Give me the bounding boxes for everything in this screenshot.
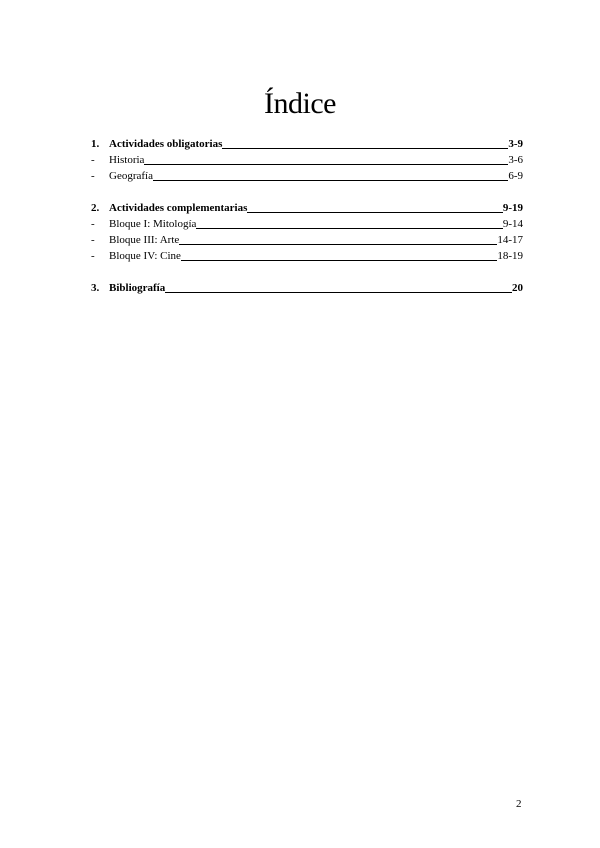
toc-page-range: 20 [512, 282, 523, 294]
toc-leader-line [153, 179, 508, 181]
toc-heading[interactable] [91, 200, 523, 216]
toc-page-range: 3-9 [508, 138, 523, 150]
toc-marker: 3. [91, 282, 100, 294]
toc-item[interactable] [91, 216, 523, 232]
toc-label: Bibliografía [109, 282, 166, 294]
toc-label: Bloque IV: Cine [109, 250, 181, 262]
toc-marker: - [91, 234, 95, 246]
toc-item[interactable] [91, 248, 523, 264]
toc-label: Actividades obligatorias [109, 138, 223, 150]
toc-item[interactable] [91, 152, 523, 168]
toc-leader-line [179, 243, 497, 245]
toc-page-range: 9-14 [502, 218, 523, 230]
toc-item[interactable] [91, 232, 523, 248]
toc-leader-line [196, 227, 502, 229]
toc-page-range: 18-19 [497, 250, 523, 262]
toc-section-3 [91, 280, 523, 296]
toc-heading[interactable] [91, 280, 523, 296]
toc-section-1 [91, 136, 523, 184]
toc-label: Historia [109, 154, 145, 166]
page-title: Índice [264, 87, 336, 120]
table-of-contents [91, 136, 523, 296]
toc-page-range: 14-17 [497, 234, 523, 246]
toc-page-range: 9-19 [502, 202, 523, 214]
toc-leader-line [181, 259, 497, 261]
toc-label: Geografía [109, 170, 153, 182]
toc-marker: - [91, 154, 95, 166]
toc-label: Bloque I: Mitología [109, 218, 197, 230]
toc-marker: - [91, 250, 95, 262]
toc-page-range: 3-6 [508, 154, 523, 166]
toc-marker: - [91, 218, 95, 230]
toc-marker: - [91, 170, 95, 182]
toc-heading[interactable] [91, 136, 523, 152]
toc-page-range: 6-9 [508, 170, 523, 182]
toc-section-2 [91, 200, 523, 264]
toc-marker: 2. [91, 202, 100, 214]
toc-item[interactable] [91, 168, 523, 184]
toc-leader-line [247, 211, 502, 213]
toc-label: Actividades complementarias [109, 202, 248, 214]
toc-label: Bloque III: Arte [109, 234, 180, 246]
page-number: 2 [516, 798, 522, 810]
toc-leader-line [222, 147, 508, 149]
toc-leader-line [165, 291, 512, 293]
toc-leader-line [144, 163, 508, 165]
toc-marker: 1. [91, 138, 100, 150]
